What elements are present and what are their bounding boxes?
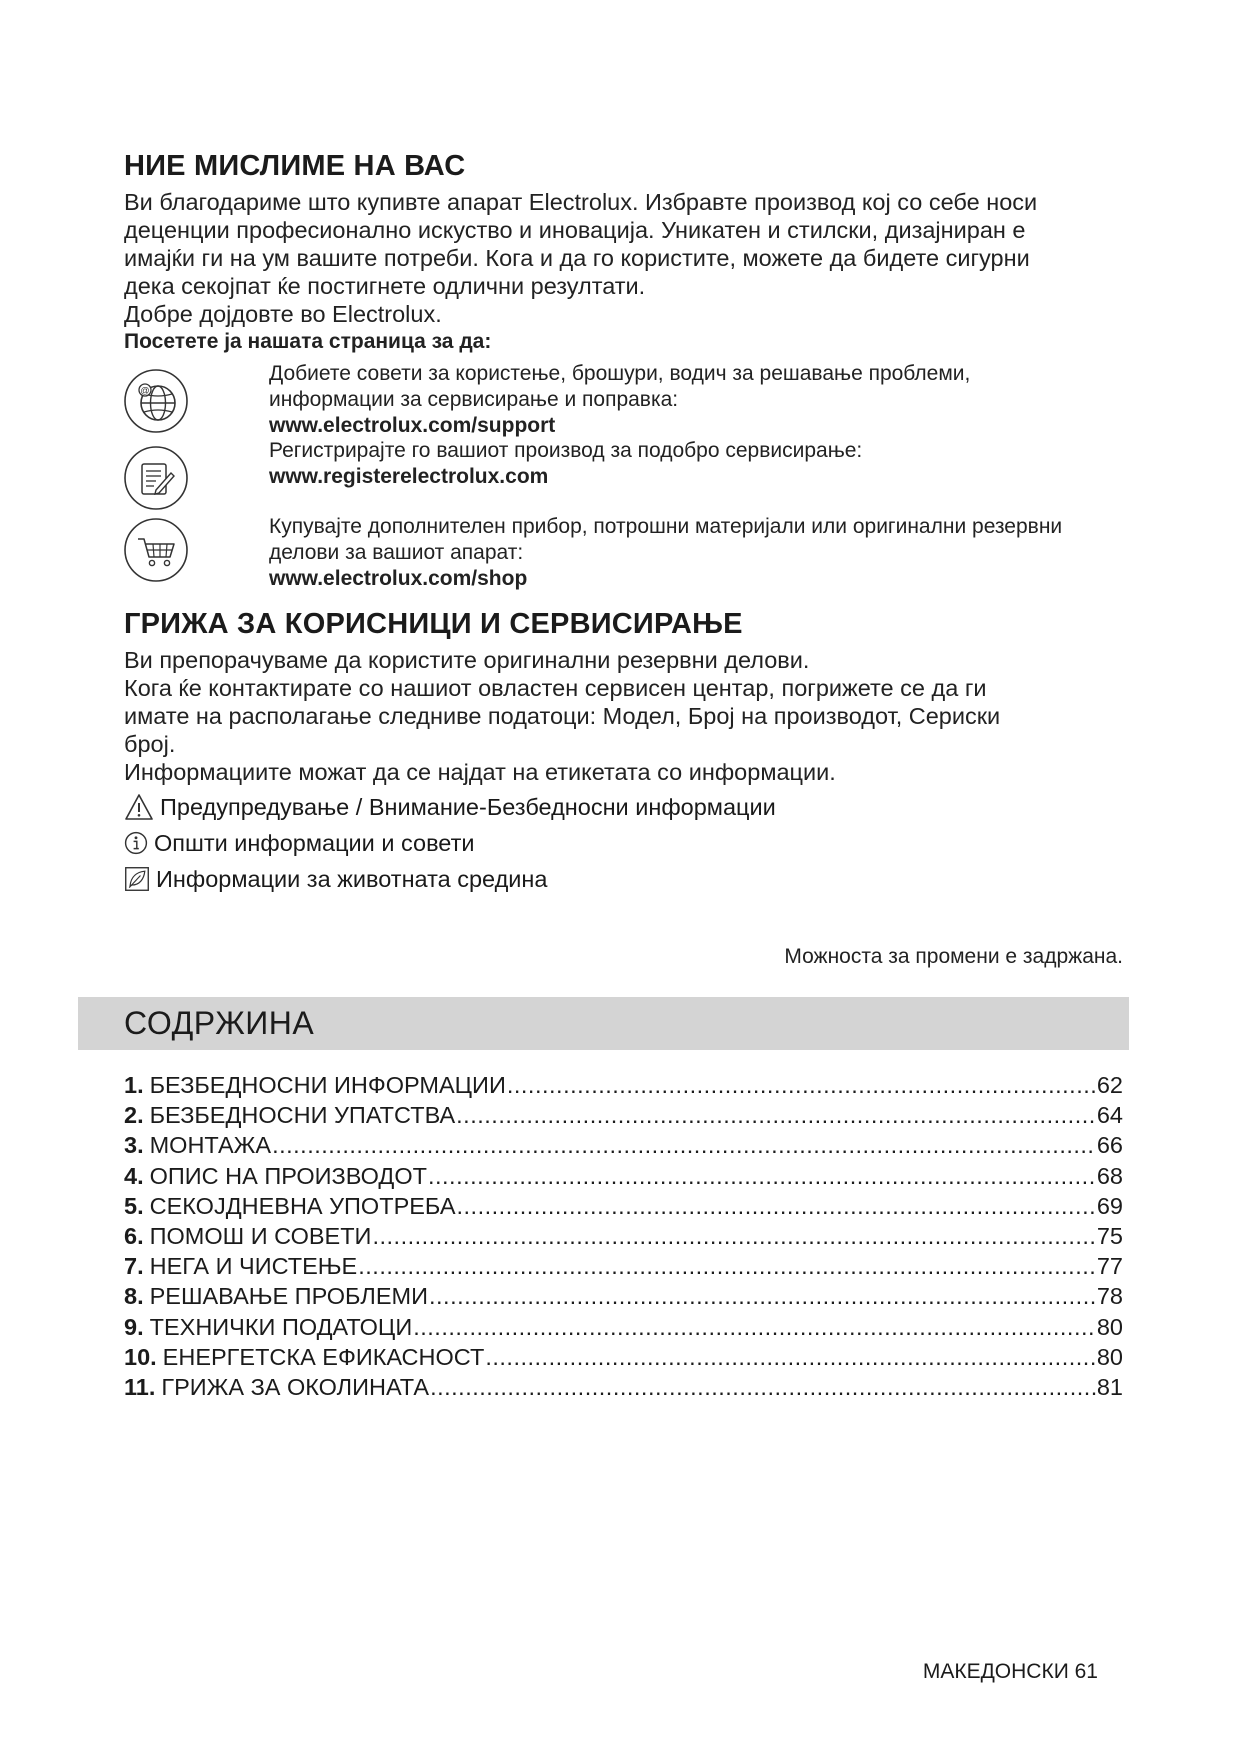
toc-leader-dots [456, 1100, 1096, 1130]
info-circle-icon [124, 831, 148, 855]
legend-warning [124, 792, 776, 822]
register-text-line: Регистрирајте го вашиот производ за подобро сервисирање: [269, 439, 863, 462]
toc-number: 4. [124, 1162, 144, 1189]
intro-line: деценции професионално искуство и иновација. Уникатен и стилски, дизајниран е [124, 217, 1026, 243]
toc-label: ТЕХНИЧКИ ПОДАТОЦИ [149, 1313, 413, 1340]
toc-entry[interactable] [124, 1221, 1123, 1251]
globe-icon [123, 368, 189, 434]
toc-leader-dots [428, 1161, 1096, 1191]
shop-link-block [269, 514, 1062, 592]
toc-page: 81 [1096, 1373, 1123, 1400]
legend-environment [124, 864, 547, 894]
support-text-line: Добиете совети за користење, брошури, водич за решавање проблеми, [269, 362, 971, 385]
toc-number: 7. [124, 1253, 144, 1280]
care-line: Информациите можат да се најдат на етикетата со информации. [124, 759, 836, 785]
shop-url-link[interactable]: www.electrolux.com/shop [269, 567, 528, 590]
toc-number: 6. [124, 1222, 144, 1249]
toc-page: 78 [1096, 1283, 1123, 1310]
welcome-line: Добре дојдовте во Electrolux. [124, 301, 442, 327]
toc-page: 75 [1096, 1222, 1123, 1249]
toc-number: 1. [124, 1072, 144, 1098]
legend-info-text: Општи информации и совети [154, 830, 475, 856]
section-heading-we-think-of-you: НИЕ МИСЛИМЕ НА ВАС [124, 150, 466, 182]
support-text-line: информации за сервисирање и поправка: [269, 388, 679, 411]
toc-page: 66 [1096, 1132, 1123, 1159]
shop-text-line: делови за вашиот апарат: [269, 541, 524, 564]
table-of-contents [124, 1070, 1123, 1402]
toc-entry[interactable] [124, 1161, 1123, 1191]
toc-leader-dots [457, 1191, 1096, 1221]
toc-label: РЕШАВАЊЕ ПРОБЛЕМИ [149, 1283, 428, 1310]
register-url-link[interactable]: www.registerelectrolux.com [269, 465, 549, 488]
toc-leader-dots [358, 1251, 1096, 1281]
register-document-icon [123, 445, 189, 511]
shopping-cart-icon [123, 517, 189, 583]
section-heading-customer-care: ГРИЖА ЗА КОРИСНИЦИ И СЕРВИСИРАЊЕ [124, 608, 743, 640]
legend-warning-text: Предупредување / Внимание-Безбедносни информации [160, 794, 776, 820]
toc-leader-dots [272, 1130, 1096, 1160]
toc-page: 69 [1096, 1192, 1123, 1219]
visit-label: Посетете ја нашата страница за да: [124, 330, 492, 353]
toc-label: ЕНЕРГЕТСКА ЕФИКАСНОСТ [162, 1343, 485, 1370]
toc-number: 5. [124, 1192, 144, 1219]
care-line: Ви препорачуваме да користите оригинални резервни делови. [124, 647, 810, 673]
svg-text:@: @ [140, 385, 150, 396]
toc-label: БЕЗБЕДНОСНИ ИНФОРМАЦИИ [149, 1072, 506, 1098]
legend-environment-text: Информации за животната средина [156, 866, 548, 892]
toc-entry[interactable] [124, 1281, 1123, 1311]
toc-page: 80 [1096, 1343, 1123, 1370]
toc-number: 9. [124, 1313, 144, 1340]
toc-leader-dots [429, 1281, 1096, 1311]
shop-text-line: Купувајте дополнителен прибор, потрошни материјали или оригинални резервни [269, 515, 1063, 538]
intro-line: Ви благодариме што купивте апарат Electrolux. Избравте производ кој со себе носи [124, 189, 1038, 215]
toc-leader-dots [430, 1372, 1096, 1402]
toc-leader-dots [413, 1312, 1096, 1342]
toc-leader-dots [372, 1221, 1095, 1251]
support-link-block [269, 361, 970, 439]
register-link-block [269, 438, 862, 490]
intro-line: имајќи ги на ум вашите потреби. Кога и да го користите, можете да бидете сигурни [124, 245, 1030, 271]
toc-entry[interactable] [124, 1130, 1123, 1160]
toc-entry[interactable] [124, 1372, 1123, 1402]
toc-page: 80 [1096, 1313, 1123, 1340]
toc-label: СЕКОЈДНЕВНА УПОТРЕБА [149, 1192, 456, 1219]
toc-entry[interactable] [124, 1070, 1123, 1100]
toc-entry[interactable] [124, 1191, 1123, 1221]
toc-leader-dots [485, 1342, 1096, 1372]
intro-line: дека секојпат ќе постигнете одлични резултати. [124, 273, 646, 299]
toc-number: 3. [124, 1132, 144, 1159]
toc-number: 10. [124, 1343, 157, 1370]
toc-page: 64 [1096, 1102, 1123, 1129]
toc-entry[interactable] [124, 1342, 1123, 1372]
intro-paragraph [124, 188, 1134, 356]
toc-label: БЕЗБЕДНОСНИ УПАТСТВА [149, 1102, 456, 1129]
customer-care-paragraph [124, 646, 1134, 786]
toc-page: 68 [1096, 1162, 1123, 1189]
toc-label: ГРИЖА ЗА ОКОЛИНАТА [161, 1373, 430, 1400]
toc-number: 8. [124, 1283, 144, 1310]
page-footer-language-number: МАКЕДОНСКИ 61 [922, 1660, 1098, 1683]
toc-entry[interactable] [124, 1251, 1123, 1281]
support-url-link[interactable]: www.electrolux.com/support [269, 414, 556, 437]
toc-title: СОДРЖИНА [124, 1005, 315, 1041]
care-line: имате на располагање следниве податоци: Модел, Број на производот, Сериски [124, 703, 1001, 729]
toc-label: МОНТАЖА [149, 1132, 272, 1159]
toc-page: 62 [1096, 1072, 1123, 1098]
toc-page: 77 [1096, 1253, 1123, 1280]
care-line: број. [124, 731, 176, 757]
toc-entry[interactable] [124, 1312, 1123, 1342]
toc-label: ОПИС НА ПРОИЗВОДОТ [149, 1162, 427, 1189]
warning-triangle-icon [124, 792, 154, 822]
care-line: Кога ќе контактирате со нашиот овластен сервисен центар, погрижете се да ги [124, 675, 987, 701]
toc-label: ПОМОШ И СОВЕТИ [149, 1222, 372, 1249]
toc-number: 11. [124, 1373, 156, 1400]
changes-reserved-note: Можноста за промени е задржана. [784, 945, 1123, 968]
toc-label: НЕГА И ЧИСТЕЊЕ [149, 1253, 358, 1280]
toc-entry[interactable] [124, 1100, 1123, 1130]
legend-info [124, 828, 474, 858]
environment-leaf-icon [124, 866, 150, 892]
toc-leader-dots [507, 1070, 1096, 1100]
toc-number: 2. [124, 1102, 144, 1129]
